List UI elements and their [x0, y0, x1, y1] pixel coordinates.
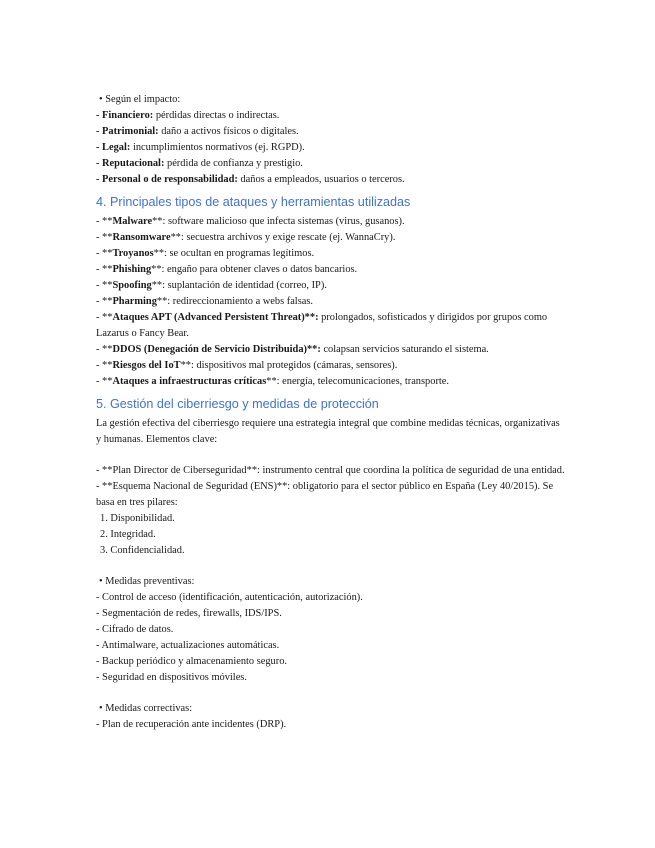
list-item: - **Riesgos del IoT**: dispositivos mal protegidos (cámaras, sensores).: [96, 360, 398, 371]
list-item: - **Ataques a infraestructuras críticas**: energía, telecomunicaciones, transporte.: [96, 376, 449, 387]
list-item: - **DDOS (Denegación de Servicio Distribuida)**: colapsan servicios saturando el sistema.: [96, 344, 489, 355]
list-item: - Cifrado de datos.: [96, 624, 174, 635]
plan-director-item: - **Plan Director de Ciberseguridad**: instrumento central que coordina la política de seguridad de una entidad.: [96, 465, 565, 476]
impact-list: [96, 108, 566, 188]
list-item: - Control de acceso (identificación, autenticación, autorización).: [96, 592, 363, 603]
section-5-intro: La gestión efectiva del ciberriesgo requiere una estrategia integral que combine medidas técnicas, organizativas y humanas. Elementos clave:: [96, 418, 560, 445]
list-item: - **Malware**: software malicioso que infecta sistemas (virus, gusanos).: [96, 216, 405, 227]
list-item: - Legal: incumplimientos normativos (ej. RGPD).: [96, 142, 305, 153]
ens-item: - **Esquema Nacional de Seguridad (ENS)**: obligatorio para el sector público en España (Ley 40/2015). Se basa en tres pilares:: [96, 481, 554, 508]
spacer: [96, 559, 566, 574]
attack-list: [96, 214, 566, 390]
list-item: - **Spoofing**: suplantación de identidad (correo, IP).: [96, 280, 327, 291]
list-item: - Segmentación de redes, firewalls, IDS/IPS.: [96, 608, 282, 619]
impact-intro: • Según el impacto:: [99, 94, 181, 105]
list-item: - **Ransomware**: secuestra archivos y exige rescate (ej. WannaCry).: [96, 232, 396, 243]
section-5-heading: 5. Gestión del ciberriesgo y medidas de protección: [96, 397, 379, 411]
list-item: - Antimalware, actualizaciones automáticas.: [96, 640, 280, 651]
spacer: [96, 686, 566, 701]
list-item: 1. Disponibilidad.: [100, 513, 175, 524]
document-page: [96, 92, 566, 733]
section-4-heading: 4. Principales tipos de ataques y herramientas utilizadas: [96, 195, 411, 209]
list-item: - **Troyanos**: se ocultan en programas legítimos.: [96, 248, 315, 259]
list-item: - Financiero: pérdidas directas o indirectas.: [96, 110, 280, 121]
list-item: - Plan de recuperación ante incidentes (DRP).: [96, 719, 287, 730]
list-item: 2. Integridad.: [100, 529, 156, 540]
list-item: - **Pharming**: redireccionamiento a webs falsas.: [96, 296, 313, 307]
corrective-list: [96, 717, 566, 733]
list-item: - Reputacional: pérdida de confianza y prestigio.: [96, 158, 303, 169]
preventive-list: [96, 590, 566, 686]
list-item: 3. Confidencialidad.: [100, 545, 185, 556]
list-item: - **Phishing**: engaño para obtener claves o datos bancarios.: [96, 264, 358, 275]
list-item: - Personal o de responsabilidad: daños a empleados, usuarios o terceros.: [96, 174, 405, 185]
list-item: - **Ataques APT (Advanced Persistent Threat)**: prolongados, sofisticados y dirigidos por grupos como Lazarus o Fancy Bear.: [96, 312, 548, 339]
list-item: - Backup periódico y almacenamiento seguro.: [96, 656, 288, 667]
list-item: - Seguridad en dispositivos móviles.: [96, 672, 247, 683]
spacer: [96, 448, 566, 463]
preventive-title: • Medidas preventivas:: [99, 576, 195, 587]
corrective-title: • Medidas correctivas:: [99, 703, 193, 714]
list-item: - Patrimonial: daño a activos físicos o digitales.: [96, 126, 299, 137]
pillars-list: [96, 511, 566, 559]
